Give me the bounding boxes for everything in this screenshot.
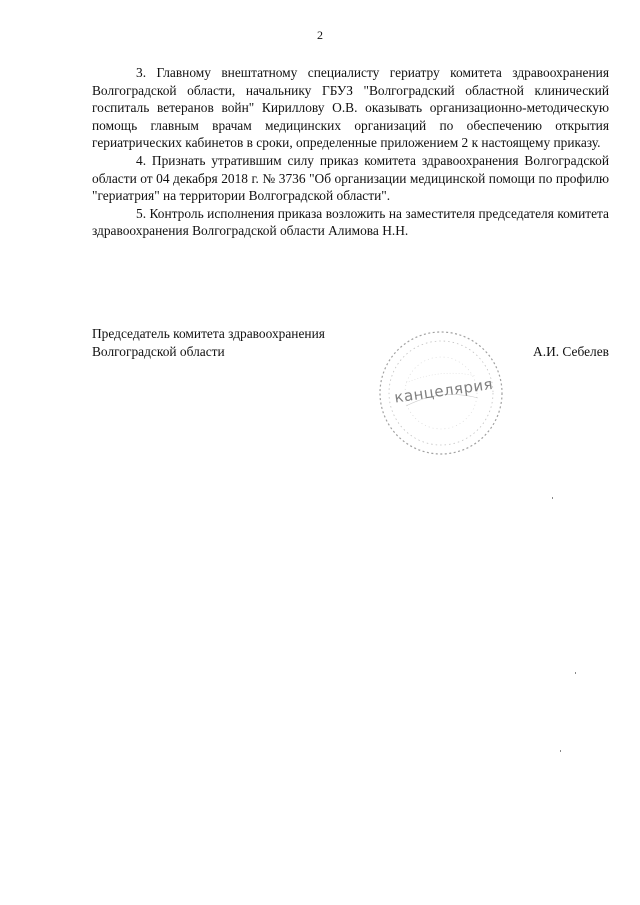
scan-speck <box>552 497 553 499</box>
signature-block <box>92 325 609 360</box>
signatory-title-line-1: Председатель комитета здравоохранения <box>92 326 325 341</box>
scan-speck <box>560 750 561 752</box>
paragraph-5: 5. Контроль исполнения приказа возложить на заместителя председателя комитета здравоохранения Волгоградской области Алимова Н.Н. <box>92 205 609 239</box>
office-stamp <box>376 328 506 458</box>
signatory-title-line-2: Волгоградской области <box>92 343 225 359</box>
scan-speck <box>575 672 576 674</box>
document-body <box>92 64 609 240</box>
stamp-text: канцелярия <box>393 374 495 407</box>
paragraph-4: 4. Признать утратившим силу приказ комитета здравоохранения Волгоградской области от 04 декабря 2018 г. № 3736 "Об организации медицинской помощи по профилю "гериатрия" на территории Волгоградской области". <box>92 152 609 204</box>
signatory-name: А.И. Себелев <box>533 343 609 359</box>
paragraph-3: 3. Главному внештатному специалисту гериатру комитета здравоохранения Волгоградской области, начальнику ГБУЗ "Волгоградский областной клинический госпиталь ветеранов войн" Кириллову О.В. оказывать организационно-методическую помощь главным врачам медицинских организаций по обеспечению открытия гериатрических кабинетов в сроки, определенные приложением 2 к настоящему приказу. <box>92 65 609 151</box>
page-number: 2 <box>317 28 323 42</box>
